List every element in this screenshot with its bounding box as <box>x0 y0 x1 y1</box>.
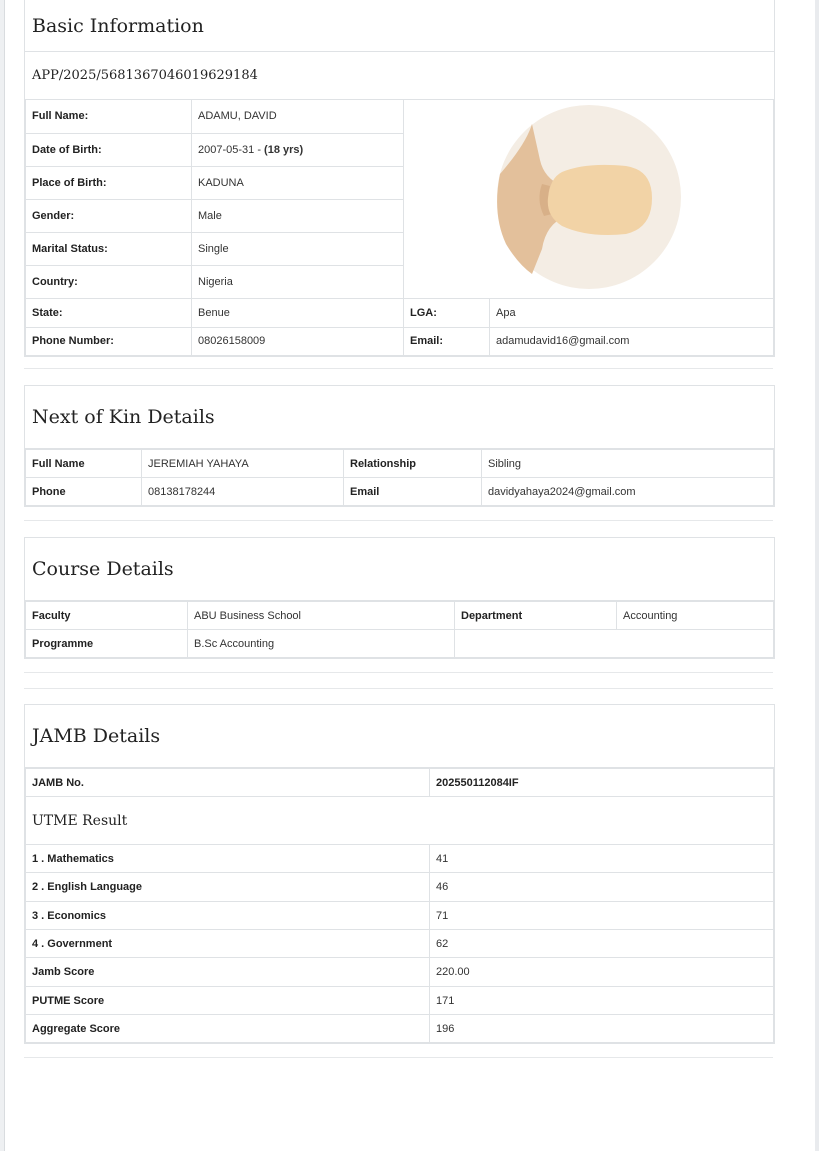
aggregate-score-value: 196 <box>430 1015 774 1043</box>
kin-relationship-value: Sibling <box>482 450 774 478</box>
jamb-details-title: JAMB Details <box>25 705 774 768</box>
basic-information-title: Basic Information <box>25 0 774 52</box>
gender-label: Gender: <box>26 199 192 232</box>
state-label: State: <box>26 298 192 327</box>
course-details-card <box>24 537 775 659</box>
full-name-label: Full Name: <box>26 100 192 133</box>
subject-2-score: 46 <box>430 873 774 902</box>
kin-relationship-label: Relationship <box>344 450 482 478</box>
next-of-kin-card <box>24 385 775 507</box>
subject-1-score: 41 <box>430 845 774 873</box>
table-row <box>26 478 774 506</box>
jamb-details-card <box>24 704 775 1044</box>
utme-result-text: UTME Result <box>32 812 128 829</box>
table-row <box>26 797 774 845</box>
table-row <box>26 930 774 958</box>
gender-value: Male <box>192 199 404 232</box>
marital-label: Marital Status: <box>26 232 192 265</box>
jamb-score-label: Jamb Score <box>26 958 430 987</box>
state-value: Benue <box>192 298 404 327</box>
document-page <box>4 0 817 1151</box>
jamb-no-label: JAMB No. <box>26 769 430 797</box>
subject-1-label: 1 . Mathematics <box>26 845 430 873</box>
table-row <box>26 100 774 133</box>
dob-age: (18 yrs) <box>264 143 304 156</box>
subject-2-label: 2 . English Language <box>26 873 430 902</box>
table-row <box>26 902 774 930</box>
section-divider <box>24 1057 773 1058</box>
kin-name-value: JEREMIAH YAHAYA <box>142 450 344 478</box>
subject-3-label: 3 . Economics <box>26 902 430 930</box>
pob-label: Place of Birth: <box>26 166 192 199</box>
page-gutter <box>815 0 819 1151</box>
lga-value: Apa <box>490 298 774 327</box>
table-row <box>26 298 774 327</box>
photo-cell <box>404 100 774 298</box>
section-divider <box>24 688 773 689</box>
section-divider <box>24 368 773 369</box>
kin-phone-value: 08138178244 <box>142 478 344 506</box>
table-row <box>26 602 774 630</box>
programme-value: B.Sc Accounting <box>188 630 455 658</box>
course-details-title: Course Details <box>25 538 774 601</box>
jamb-details-table <box>25 768 774 1043</box>
course-details-table <box>25 601 774 658</box>
email-value: adamudavid16@gmail.com <box>490 327 774 355</box>
basic-information-card <box>24 0 775 357</box>
phone-value: 08026158009 <box>192 327 404 355</box>
table-row <box>26 450 774 478</box>
marital-value: Single <box>192 232 404 265</box>
subject-3-score: 71 <box>430 902 774 930</box>
table-row <box>26 327 774 355</box>
table-row <box>26 845 774 873</box>
next-of-kin-title: Next of Kin Details <box>25 386 774 449</box>
kin-phone-label: Phone <box>26 478 142 506</box>
faculty-value: ABU Business School <box>188 602 455 630</box>
next-of-kin-table <box>25 449 774 506</box>
table-row <box>26 769 774 797</box>
aggregate-score-label: Aggregate Score <box>26 1015 430 1043</box>
jamb-score-value: 220.00 <box>430 958 774 987</box>
table-row <box>26 958 774 987</box>
table-row <box>26 987 774 1015</box>
department-label: Department <box>455 602 617 630</box>
utme-result-title <box>26 797 774 845</box>
section-divider <box>24 672 773 673</box>
table-row <box>26 630 774 658</box>
subject-4-label: 4 . Government <box>26 930 430 958</box>
phone-label: Phone Number: <box>26 327 192 355</box>
country-value: Nigeria <box>192 265 404 298</box>
email-label: Email: <box>404 327 490 355</box>
faculty-label: Faculty <box>26 602 188 630</box>
pob-value: KADUNA <box>192 166 404 199</box>
section-divider <box>24 520 773 521</box>
kin-email-value: davidyahaya2024@gmail.com <box>482 478 774 506</box>
kin-email-label: Email <box>344 478 482 506</box>
dob-value <box>192 133 404 166</box>
putme-score-value: 171 <box>430 987 774 1015</box>
empty-cell <box>455 630 774 658</box>
putme-score-label: PUTME Score <box>26 987 430 1015</box>
table-row <box>26 873 774 902</box>
jamb-no-value: 202550112084IF <box>430 769 774 797</box>
dob-label: Date of Birth: <box>26 133 192 166</box>
table-row <box>26 1015 774 1043</box>
country-label: Country: <box>26 265 192 298</box>
dob-date: 2007-05-31 - <box>198 143 265 156</box>
lga-label: LGA: <box>404 298 490 327</box>
kin-name-label: Full Name <box>26 450 142 478</box>
subject-4-score: 62 <box>430 930 774 958</box>
user-avatar-icon <box>496 104 682 290</box>
basic-info-table <box>25 100 774 356</box>
department-value: Accounting <box>617 602 774 630</box>
full-name-value: ADAMU, DAVID <box>192 100 404 133</box>
programme-label: Programme <box>26 630 188 658</box>
application-number: APP/2025/5681367046019629184 <box>25 52 774 100</box>
